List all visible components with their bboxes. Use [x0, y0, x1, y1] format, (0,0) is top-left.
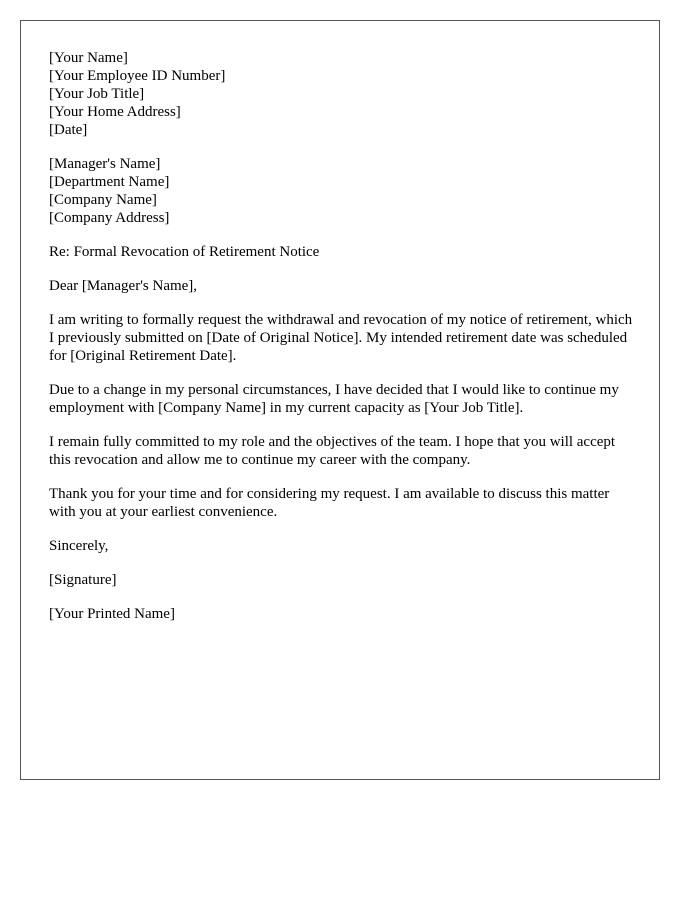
subject-line: Re: Formal Revocation of Retirement Notice — [49, 244, 320, 260]
letter-page — [20, 20, 660, 780]
printed-name: [Your Printed Name] — [49, 606, 175, 622]
salutation: Dear [Manager's Name], — [49, 278, 198, 294]
body-paragraph-2: Due to a change in my personal circumstances, I have decided that I would like to continue my employment with [Company Name] in my current capacity as [Your Job Title]. — [49, 382, 619, 416]
recipient-company-address: [Company Address] — [49, 210, 170, 226]
recipient-block — [49, 155, 639, 227]
body-paragraph-1: I am writing to formally request the withdrawal and revocation of my notice of retirement, which I previously submitted on [Date of Original Notice]. My intended retirement date was scheduled for [Original Retirement Date]. — [49, 312, 633, 364]
closing: Sincerely, — [49, 538, 109, 554]
body-paragraph-3: I remain fully committed to my role and the objectives of the team. I hope that you will accept this revocation and allow me to continue my career with the company. — [49, 434, 616, 468]
body-paragraph-4: Thank you for your time and for considering my request. I am available to discuss this matter with you at your earliest convenience. — [49, 486, 610, 520]
signature: [Signature] — [49, 572, 117, 588]
sender-job-title: [Your Job Title] — [49, 86, 145, 102]
sender-block — [49, 49, 639, 139]
recipient-company-name: [Company Name] — [49, 192, 157, 208]
sender-employee-id: [Your Employee ID Number] — [49, 68, 226, 84]
recipient-manager-name: [Manager's Name] — [49, 156, 161, 172]
letter-body — [49, 49, 639, 639]
recipient-department: [Department Name] — [49, 174, 170, 190]
sender-name: [Your Name] — [49, 50, 128, 66]
letter-date: [Date] — [49, 122, 88, 138]
sender-home-address: [Your Home Address] — [49, 104, 181, 120]
